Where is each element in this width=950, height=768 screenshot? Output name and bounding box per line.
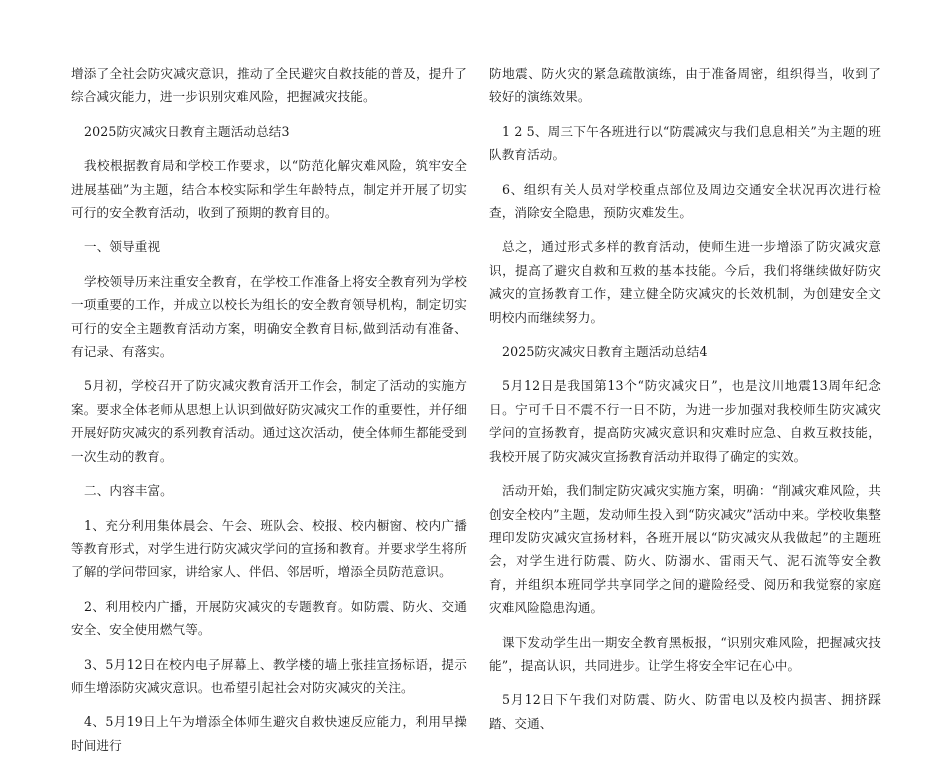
paragraph: 5月12日下午我们对防震、防火、防雷电以及校内损害、拥挤踩踏、交通、: [489, 692, 881, 731]
paragraph: 活动开始，我们制定防灾减灾实施方案，明确：“削减灾难风险，共创安全校内”主题，发动师生投入到“防灾减灾”活动中来。学校收集整理印发防灾减灾宣扬材料，各班开展以“防灾减灾从我做起”的主题班会，对学生进行防震、防火、防溺水、雷雨天气、泥石流等安全教育，并组织本班同学共享同学之间的避险经受、阅历和我觉察的家庭灾难风险隐患沟通。: [489, 483, 881, 616]
section-heading: 2025防灾减灾日教育主题活动总结4: [502, 344, 708, 360]
subsection-heading: 二、内容丰富。: [84, 483, 173, 499]
paragraph: 5月初，学校召开了防灾减灾教育活开工作会，制定了活动的实施方案。要求全体老师从思想上认识到做好防灾减灾工作的重要性，并仔细开展好防灾减灾的系列教育活动。通过这次活动，使全体师生都能受到一次生动的教育。: [71, 378, 467, 464]
paragraph: 学校领导历来注重安全教育，在学校工作准备上将安全教育列为学校一项重要的工作，并成立以校长为组长的安全教育领导机构，制定切实可行的安全主题教育活动方案，明确安全教育目标,做到活动有准备、有记录、有落实。: [71, 273, 467, 360]
list-item: 2、利用校内广播，开展防灾减灾的专题教育。如防震、防火、交通安全、安全使用燃气等。: [71, 598, 467, 638]
right-column: [489, 62, 881, 746]
paragraph: 5月12日是我国第13个“防灾减灾日”，也是汶川地震13周年纪念日。宁可千日不震不行一日不防，为进一步加强对我校师生防灾减灾学问的宣扬教育，提高防灾减灾意识和灾难时应急、自救互救技能，我校开展了防灾减灾宣扬教育活动并取得了确定的实效。: [489, 378, 881, 464]
paragraph: 总之，通过形式多样的教育活动，使师生进一步增添了防灾减灾意识，提高了避灾自救和互救的基本技能。今后，我们将继续做好防灾减灾的宣扬教育工作，建立健全防灾减灾的长效机制，为创建安全文明校内而继续努力。: [489, 239, 881, 325]
paragraph: 我校根据教育局和学校工作要求，以“防范化解灾难风险，筑牢安全进展基础”为主题，结合本校实际和学生年龄特点，制定并开展了切实可行的安全教育活动，收到了预期的教育目的。: [71, 158, 467, 221]
list-item: 1、充分利用集体晨会、午会、班队会、校报、校内橱窗、校内广播等教育形式，对学生进行防灾减灾学问的宣扬和教育。并要求学生将所了解的学问带回家，讲给家人、伴侣、邻居听，增添全员防范意识。: [71, 517, 467, 580]
left-column: [71, 62, 467, 768]
section-heading: 2025防灾减灾日教育主题活动总结3: [84, 123, 290, 139]
paragraph: 防地震、防火灾的紧急疏散演练，由于准备周密，组织得当，收到了较好的演练效果。: [489, 66, 881, 105]
paragraph: 增添了全社会防灾减灾意识，推动了全民避灾自救技能的普及，提升了综合减灾能力，进一步识别灾难风险，把握减灾技能。: [71, 66, 467, 105]
list-item: 4、5月19日上午为增添全体师生避灾自救快速反应能力，利用早操时间进行: [71, 714, 467, 753]
list-item: 1 2 5、周三下午各班进行以“防震减灾与我们息息相关”为主题的班队教育活动。: [489, 123, 881, 163]
list-item: 6、组织有关人员对学校重点部位及周边交通安全状况再次进行检查，消除安全隐患，预防灾难发生。: [489, 181, 881, 221]
list-item: 3、5月12日在校内电子屏幕上、教学楼的墙上张挂宣扬标语，提示师生增添防灾减灾意识。也希望引起社会对防灾减灾的关注。: [71, 656, 467, 695]
subsection-heading: 一、领导重视: [84, 239, 161, 255]
paragraph: 课下发动学生出一期安全教育黑板报，“识别灾难风险，把握减灾技能”，提高认识，共同进步。让学生将安全牢记在心中。: [489, 634, 881, 673]
